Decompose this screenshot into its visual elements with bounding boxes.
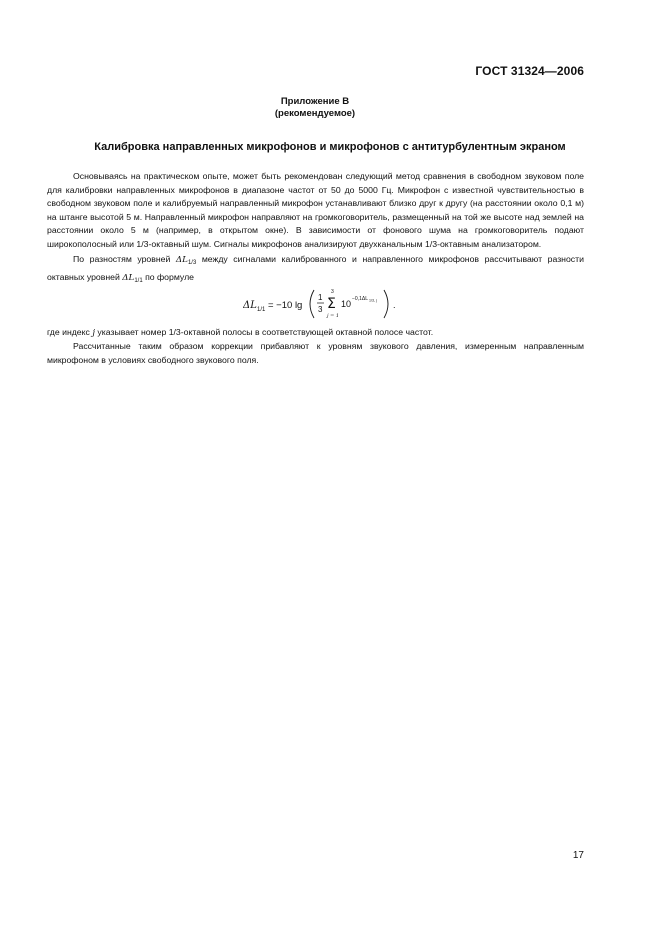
paragraph-text: где индекс [47, 327, 93, 337]
fraction-denominator: 3 [318, 305, 323, 314]
page-number: 17 [572, 850, 584, 861]
paragraph-index-note [47, 326, 584, 341]
paragraph-correction: Рассчитанные таким образом коррекции прибавляют к уровням звукового давления, измеренным направленным микрофоном в условиях свободного звукового поля. [47, 341, 584, 365]
paragraph-text: между сигналами калиброванного и направленного микрофонов рассчитывают разности октавных уровней [47, 254, 584, 282]
formula-trailer: . [393, 300, 396, 310]
formula-equals: = −10 lg [268, 300, 303, 311]
exponent-subscript: 1/3, j [369, 298, 377, 303]
paragraph-level-difference [47, 253, 584, 288]
fraction-numerator: 1 [318, 293, 323, 302]
delta-l-symbol: ΔL [175, 255, 188, 265]
formula [243, 287, 403, 321]
exponent: −0,1ΔL [352, 296, 368, 302]
paragraph-text: По разностям уровней [73, 254, 176, 264]
section-title: Калибровка направленных микрофонов и микрофонов с антитурбулентным экраном [94, 141, 566, 153]
index-symbol: j [92, 328, 96, 338]
sum-upper-limit: 3 [331, 289, 334, 295]
paragraph-text: указывает номер 1/3-октавной полосы в соответствующей октавной полосе частот. [95, 327, 434, 337]
formula-lhs: ΔL [243, 300, 257, 311]
paragraph-text: по формуле [142, 271, 194, 282]
sum-symbol: Σ [327, 296, 336, 312]
left-paren [310, 290, 314, 318]
sum-lower-limit: j = 1 [327, 313, 340, 319]
appendix-status: (рекомендуемое) [274, 108, 356, 119]
delta-l-octave-subscript: 1/1 [134, 277, 143, 284]
delta-l-subscript: 1/3 [187, 260, 197, 266]
formula-lhs-subscript: 1/1 [257, 307, 266, 313]
paragraph-method: Основываясь на практическом опыте, может быть рекомендован следующий метод сравнения в свободном звуковом поле для калибровки направленных микрофонов в диапазоне частот от 50 до 5000 Гц. Микрофон с известной чувствительностью в свободном звуковом поле и калибруемый направленный микрофон устанавливают близко друг к другу (на расстоянии около 0,1 м) на штанге высотой 5 м. Направленный микрофон направляют на громкоговоритель, размещенный на той же высоте над землей на расстоянии около 5 м (например, в открытом окне). В зависимости от фонового шума на громкоговоритель подают широкополосный или 1/3-октавный шум. Сигналы микрофонов анализируют двухканальным 1/3-октавным анализатором. [47, 171, 584, 249]
standard-id: ГОСТ 31324—2006 [475, 64, 584, 78]
appendix-label: Приложение В [280, 96, 350, 107]
power-base: 10 [341, 299, 352, 309]
right-paren [384, 290, 388, 318]
delta-l-octave-symbol: ΔL [122, 272, 135, 283]
